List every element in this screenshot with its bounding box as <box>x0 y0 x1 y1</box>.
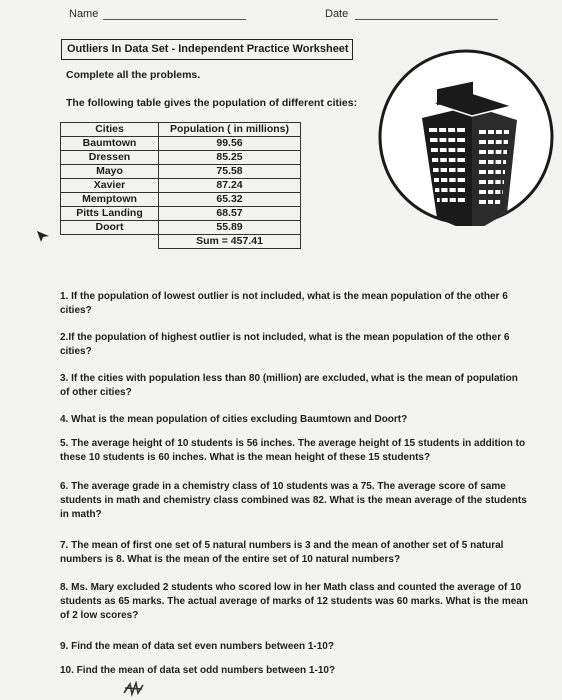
question-8: 8. Ms. Mary excluded 2 students who scored low in her Math class and counted the average of 10 students as 65 marks. The actual average of marks of 12 students was 60 marks. What is the mean of 2 low scores? <box>60 582 528 621</box>
city-cell: Mayo <box>61 165 159 179</box>
table-header-row <box>61 123 301 137</box>
table-row <box>61 165 301 179</box>
instructions: Complete all the problems. <box>66 69 201 81</box>
mouse-pointer-icon <box>36 229 50 243</box>
sum-blank-cell <box>61 235 159 249</box>
skyscraper-icon <box>377 48 555 226</box>
table-row <box>61 137 301 151</box>
population-cell: 55.89 <box>159 221 301 235</box>
question-3: 3. If the cities with population less than 80 (million) are excluded, what is the mean of population of other cities? <box>60 373 518 398</box>
column-header-population: Population ( in millions) <box>159 123 301 137</box>
city-cell: Baumtown <box>61 137 159 151</box>
table-row <box>61 207 301 221</box>
population-cell: 85.25 <box>159 151 301 165</box>
date-line <box>355 19 498 20</box>
question-1: 1. If the population of lowest outlier is not included, what is the mean population of the other 6 cities? <box>60 291 508 316</box>
table-row <box>61 221 301 235</box>
question-7: 7. The mean of first one set of 5 natural numbers is 3 and the mean of another set of 5 natural numbers is 8. What is the mean of the entire set of 10 natural numbers? <box>60 540 504 565</box>
date-label: Date <box>325 8 349 20</box>
table-row <box>61 151 301 165</box>
population-cell: 99.56 <box>159 137 301 151</box>
population-cell: 87.24 <box>159 179 301 193</box>
population-cell: 75.58 <box>159 165 301 179</box>
city-cell: Doort <box>61 221 159 235</box>
column-header-cities: Cities <box>61 123 159 137</box>
city-cell: Memptown <box>61 193 159 207</box>
population-table <box>60 122 301 249</box>
question-2: 2.If the population of highest outlier is not included, what is the mean population of the other 6 cities? <box>60 332 510 357</box>
question-9: 9. Find the mean of data set even numbers between 1-10? <box>60 641 334 652</box>
table-row <box>61 179 301 193</box>
city-cell: Pitts Landing <box>61 207 159 221</box>
question-4: 4. What is the mean population of cities excluding Baumtown and Doort? <box>60 414 408 425</box>
worksheet-title: Outliers In Data Set - Independent Practice Worksheet <box>61 39 353 60</box>
name-label: Name <box>69 8 99 20</box>
table-row <box>61 193 301 207</box>
pen-scribble-icon <box>122 681 146 697</box>
city-cell: Xavier <box>61 179 159 193</box>
city-cell: Dressen <box>61 151 159 165</box>
population-cell: 65.32 <box>159 193 301 207</box>
population-cell: 68.57 <box>159 207 301 221</box>
question-6: 6. The average grade in a chemistry class of 10 students was a 75. The average score of same students in math and chemistry class combined was 82. What is the mean average of the students in math? <box>60 481 527 520</box>
table-sum-row <box>61 235 301 249</box>
sum-cell: Sum = 457.41 <box>159 235 301 249</box>
question-5: 5. The average height of 10 students is 56 inches. The average height of 15 students in addition to these 10 students is 60 inches. What is the mean height of these 15 students? <box>60 438 526 463</box>
question-10: 10. Find the mean of data set odd numbers between 1-10? <box>60 665 336 676</box>
name-line <box>103 19 246 20</box>
table-intro: The following table gives the population of different cities: <box>66 97 358 109</box>
